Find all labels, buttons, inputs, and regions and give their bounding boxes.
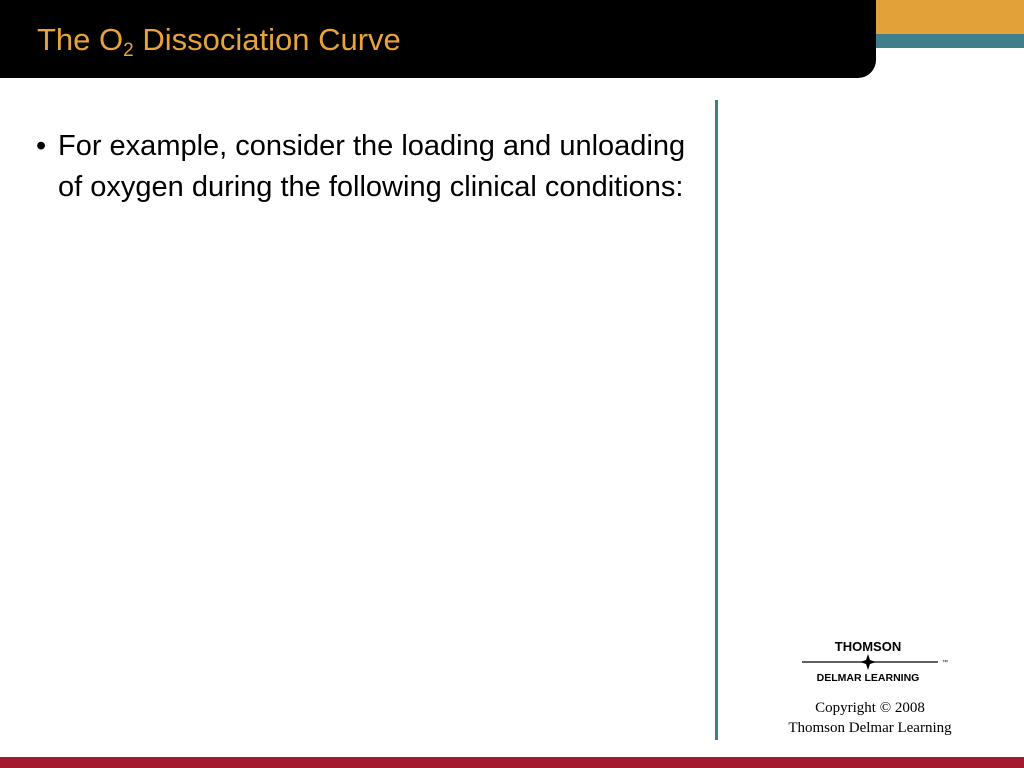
bullet-text: For example, consider the loading and unloading of oxygen during the following clinical conditions: bbox=[58, 130, 686, 203]
thomson-delmar-logo bbox=[800, 638, 950, 686]
logo-bottom-text: DELMAR LEARNING bbox=[816, 672, 920, 684]
bullet-icon: • bbox=[36, 130, 47, 162]
bullet-item bbox=[36, 126, 686, 208]
vertical-divider bbox=[715, 100, 718, 740]
copyright-line-1: Copyright © 2008 bbox=[815, 700, 925, 716]
copyright-line-2: Thomson Delmar Learning bbox=[788, 720, 952, 736]
title-subscript: 2 bbox=[123, 40, 134, 61]
title-bar bbox=[0, 0, 876, 78]
trademark-mark: ™ bbox=[942, 660, 948, 666]
star-icon bbox=[860, 654, 876, 670]
corner-accent-orange bbox=[876, 0, 1024, 34]
bottom-accent-bar bbox=[0, 757, 1024, 768]
copyright-notice bbox=[770, 698, 970, 738]
title-suffix: Dissociation Curve bbox=[133, 22, 401, 57]
corner-accent-teal bbox=[876, 34, 1024, 48]
title-prefix: The O bbox=[37, 22, 124, 57]
bullet-list bbox=[36, 126, 686, 208]
logo-graphic bbox=[800, 638, 950, 686]
logo-top-text: THOMSON bbox=[834, 639, 902, 654]
slide-title bbox=[37, 20, 401, 60]
